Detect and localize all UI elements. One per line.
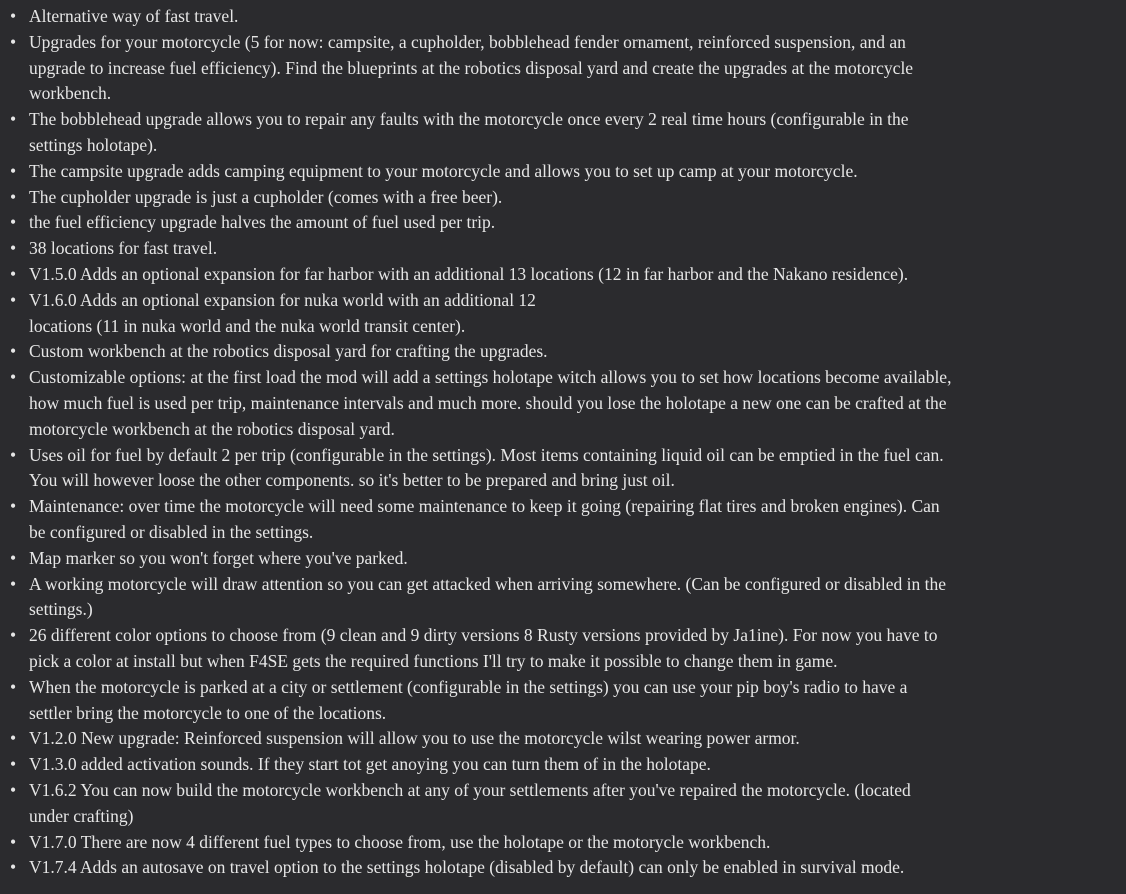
feature-text-line: • V1.7.0 There are now 4 different fuel types to choose from, use the holotape or the motoryclе workbench. (29, 831, 771, 852)
feature-item (29, 572, 1126, 624)
feature-text-line: • Customizable options: at the first load the mod will add a settings holotape witch allows you to set how locations become available, (29, 367, 952, 388)
feature-text-line: • The campsite upgrade adds camping equipment to your motorcycle and allows you to set up camp at your motorcycle. (29, 160, 858, 181)
feature-text-line: motorcycle workbench at the robotics disposal yard. (29, 418, 395, 439)
feature-text-line: settler bring the motorcycle to one of the locations. (29, 702, 387, 723)
feature-item (29, 30, 1126, 107)
feature-text-line: under crafting) (29, 805, 134, 826)
feature-item (29, 339, 1126, 365)
feature-text-line: • When the motorcycle is parked at a city or settlement (configurable in the settings) you can use your pip boy's radio to have a (29, 676, 908, 697)
feature-text-line: • Map marker so you won't forget where you've parked. (29, 547, 408, 568)
feature-item (29, 365, 1126, 442)
feature-text-line: workbench. (29, 83, 112, 104)
feature-item (29, 185, 1126, 211)
feature-text-line: how much fuel is used per trip, maintenance intervals and much more. should you lose the holotape a new one can be crafted at the (29, 392, 947, 413)
feature-text-line: locations (11 in nuka world and the nuka world transit center). (29, 315, 466, 336)
feature-text-line: • V1.3.0 added activation sounds. If they start tot get anoying you can turn them of in the holotape. (29, 754, 711, 775)
feature-item (29, 855, 1126, 881)
feature-item (29, 752, 1126, 778)
feature-text-line: • V1.6.2 You can now build the motorcycle workbench at any of your settlements after you've repaired the motorcycle. (located (29, 779, 911, 800)
feature-text-line: settings.) (29, 599, 93, 620)
feature-item (29, 262, 1126, 288)
feature-item (29, 159, 1126, 185)
feature-item (29, 107, 1126, 159)
feature-item (29, 778, 1126, 830)
feature-item (29, 675, 1126, 727)
feature-item (29, 830, 1126, 856)
feature-text-line: You will however loose the other components. so it's better to be prepared and bring just oil. (29, 470, 675, 491)
feature-item (29, 236, 1126, 262)
feature-item (29, 288, 1126, 340)
feature-text-line: • Upgrades for your motorcycle (5 for now: campsite, a cupholder, bobblehead fender ornament, reinforced suspension, and an (29, 31, 906, 52)
feature-text-line: • Uses oil for fuel by default 2 per trip (configurable in the settings). Most items containing liquid oil can be emptied in the fuel can. (29, 444, 944, 465)
feature-item (29, 494, 1126, 546)
feature-text-line: • V1.6.0 Adds an optional expansion for nuka world with an additional 12 (29, 289, 536, 310)
feature-text-line: • Custom workbench at the robotics disposal yard for crafting the upgrades. (29, 341, 548, 362)
feature-item (29, 443, 1126, 495)
feature-text-line: • V1.5.0 Adds an optional expansion for far harbor with an additional 13 locations (12 in far harbor and the Nakano residence). (29, 263, 909, 284)
feature-item (29, 546, 1126, 572)
feature-text-line: be configured or disabled in the settings. (29, 521, 314, 542)
feature-item (29, 210, 1126, 236)
feature-item (29, 4, 1126, 30)
feature-text-line: settings holotape). (29, 134, 158, 155)
feature-item (29, 623, 1126, 675)
feature-text-line: • The bobblehead upgrade allows you to repair any faults with the motorcycle once every 2 real time hours (configurable in the (29, 109, 909, 130)
feature-text-line: • Alternative way of fast travel. (29, 6, 239, 26)
feature-text-line: • the fuel efficiency upgrade halves the amount of fuel used per trip. (29, 212, 496, 233)
feature-text-line: • Maintenance: over time the motorcycle will need some maintenance to keep it going (repairing flat tires and broken engines). Can (29, 496, 940, 517)
feature-item (29, 726, 1126, 752)
feature-text-line: • The cupholder upgrade is just a cupholder (comes with a free beer). (29, 186, 503, 207)
feature-text-line: • V1.2.0 New upgrade: Reinforced suspension will allow you to use the motorcycle wilst wearing power armor. (29, 728, 800, 749)
feature-text-line: • A working motorcycle will draw attention so you can get attacked when arriving somewhere. (Can be configured or disabled in the (29, 573, 947, 594)
feature-text-line: • V1.7.4 Adds an autosave on travel option to the settings holotape (disabled by default) can only be enabled in survival mode. (29, 857, 905, 878)
feature-text-line: • 38 locations for fast travel. (29, 238, 218, 259)
feature-text-line: pick a color at install but when F4SE gets the required functions I'll try to make it possible to change them in game. (29, 650, 838, 671)
feature-text-line: upgrade to increase fuel efficiency). Find the blueprints at the robotics disposal yard and create the upgrades at the motorcycle (29, 57, 914, 78)
feature-text-line: • 26 different color options to choose from (9 clean and 9 dirty versions 8 Rusty versions provided by Ja1ine). For now you have to (29, 625, 938, 646)
